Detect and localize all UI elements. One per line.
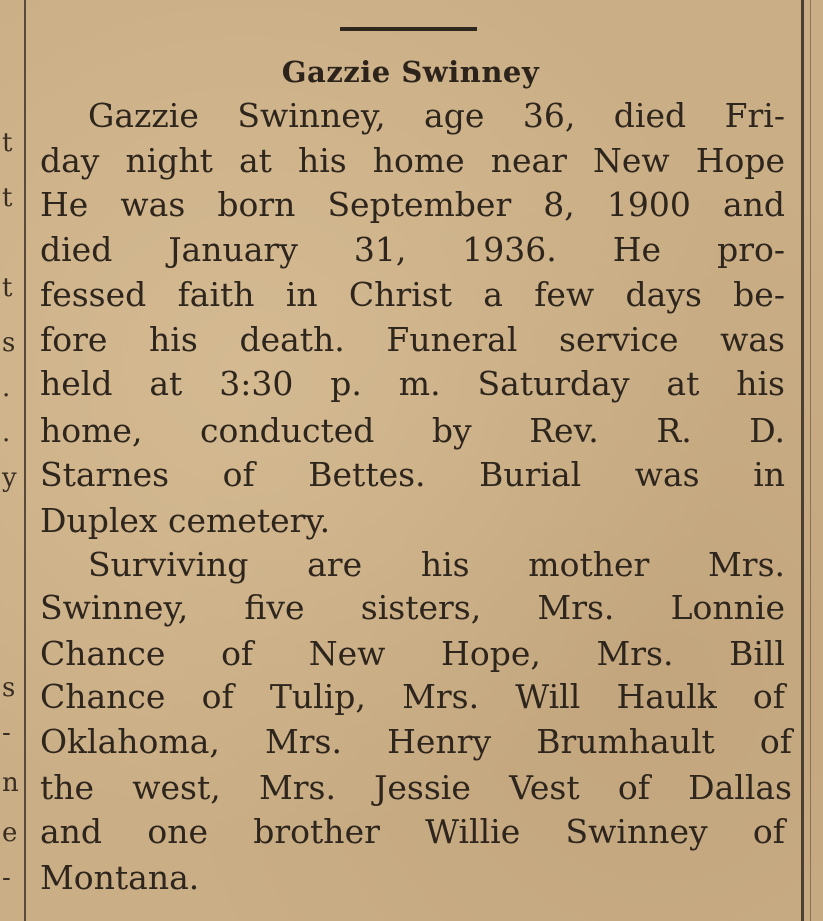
text-line: Starnes of Bettes. Burial was in xyxy=(40,455,785,494)
text-line: Surviving are his mother Mrs. xyxy=(88,545,785,584)
fragment: s xyxy=(2,328,16,358)
text-line: fessed faith in Christ a few days be- xyxy=(40,275,785,314)
fragment: t xyxy=(2,128,13,158)
fragment: s xyxy=(2,673,16,703)
text-line: home, conducted by Rev. R. D. xyxy=(40,411,785,450)
fragment: - xyxy=(2,718,11,748)
cropped-fragment-text xyxy=(30,0,230,8)
text-line: and one brother Willie Swinney of xyxy=(40,812,785,851)
column-rule-left xyxy=(24,0,26,921)
text-line: Chance of New Hope, Mrs. Bill xyxy=(40,634,785,673)
text-line: Chance of Tulip, Mrs. Will Haulk of xyxy=(40,677,785,716)
fragment: t xyxy=(2,273,13,303)
text-line: He was born September 8, 1900 and xyxy=(40,185,785,224)
fragment: - xyxy=(2,863,11,893)
column-rule-right xyxy=(801,0,804,921)
text-line: the west, Mrs. Jessie Vest of Dallas xyxy=(40,768,792,807)
column-rule-right-thin xyxy=(810,0,811,921)
text-line: Oklahoma, Mrs. Henry Brumhault of xyxy=(40,722,792,761)
fragment: e xyxy=(2,818,18,848)
text-line: held at 3:30 p. m. Saturday at his xyxy=(40,364,785,403)
fragment: . xyxy=(2,373,11,403)
fragment: . xyxy=(2,418,11,448)
text-line: Duplex cemetery. xyxy=(40,501,331,540)
text-line: Montana. xyxy=(40,858,200,897)
text-line: Gazzie Swinney, age 36, died Fri- xyxy=(88,96,785,135)
text-line: day night at his home near New Hope xyxy=(40,141,785,180)
fragment: y xyxy=(2,463,17,493)
adjacent-column-fragments xyxy=(0,0,22,921)
fragment: t xyxy=(2,183,13,213)
fragment: n xyxy=(2,768,19,798)
separator-rule xyxy=(340,27,477,31)
text-line: fore his death. Funeral service was xyxy=(40,320,785,359)
obituary-headline: Gazzie Swinney xyxy=(281,55,540,89)
text-line: died January 31, 1936. He pro- xyxy=(40,230,785,269)
text-line: Swinney, five sisters, Mrs. Lonnie xyxy=(40,588,785,627)
